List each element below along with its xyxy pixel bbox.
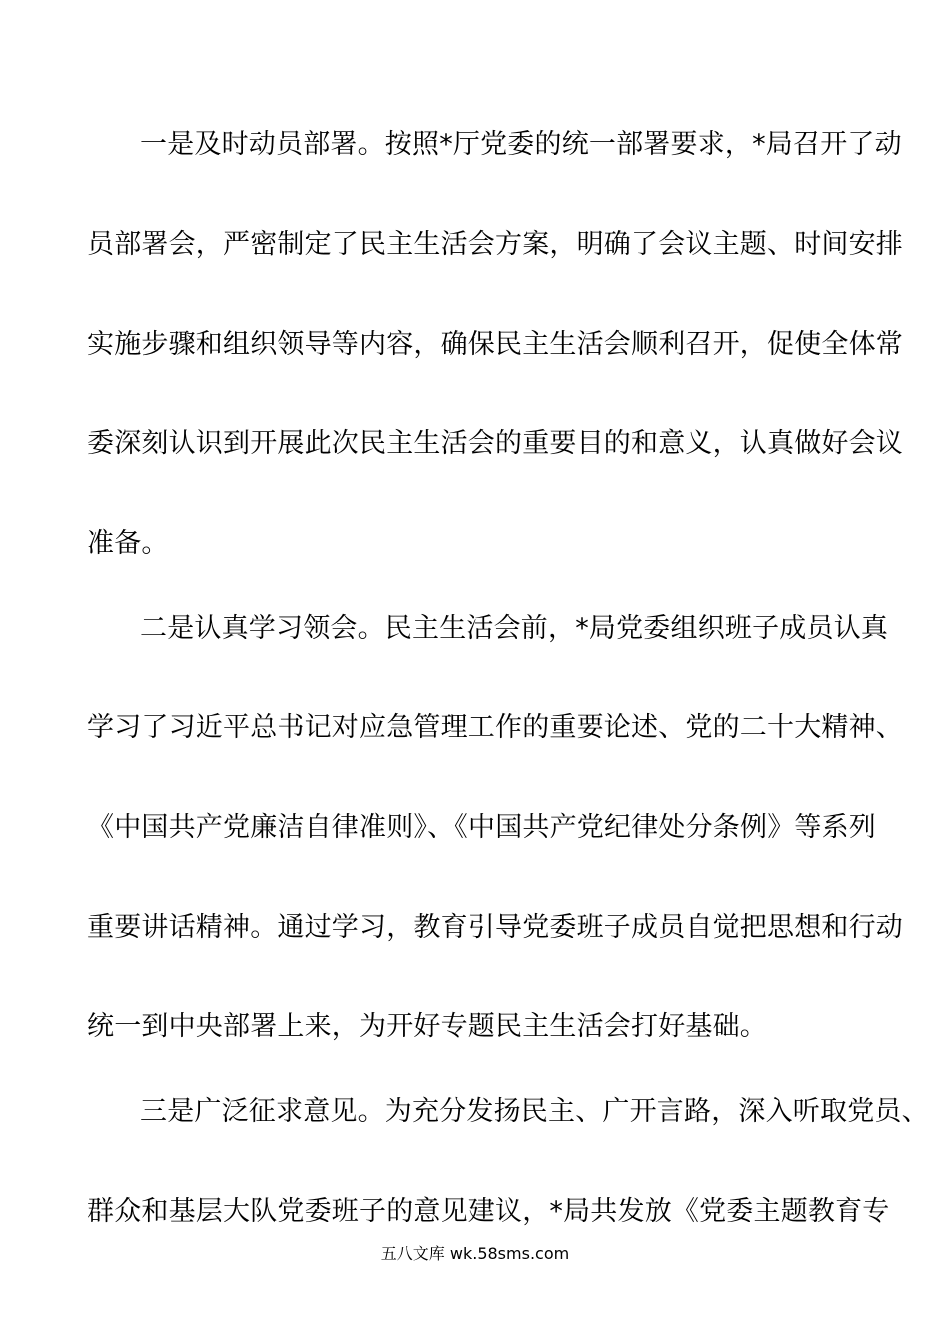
paragraph-3-line-1: 三是广泛征求意见。为充分发扬民主、广开言路，深入听取党员、 <box>140 1096 929 1127</box>
paragraph-2-line-1: 二是认真学习领会。民主生活会前，*局党委组织班子成员认真 <box>140 613 889 644</box>
paragraph-1-line-4: 委深刻认识到开展此次民主生活会的重要目的和意义，认真做好会议 <box>87 428 903 459</box>
paragraph-2-line-2: 学习了习近平总书记对应急管理工作的重要论述、党的二十大精神、 <box>87 712 903 743</box>
paragraph-1-line-3: 实施步骤和组织领导等内容，确保民主生活会顺利召开，促使全体常 <box>87 329 903 360</box>
paragraph-2-line-3: 《中国共产党廉洁自律准则》、《中国共产党纪律处分条例》等系列 <box>87 812 876 843</box>
footer-watermark: 五八文库 wk.58sms.com <box>380 1244 570 1263</box>
paragraph-2-line-4: 重要讲话精神。通过学习，教育引导党委班子成员自觉把思想和行动 <box>87 912 903 943</box>
paragraph-3-line-2: 群众和基层大队党委班子的意见建议，*局共发放《党委主题教育专 <box>87 1196 890 1227</box>
paragraph-1-line-2: 员部署会，严密制定了民主生活会方案，明确了会议主题、时间安排 <box>87 229 903 260</box>
paragraph-1-line-5: 准备。 <box>87 528 169 559</box>
paragraph-1-line-1: 一是及时动员部署。按照*厅党委的统一部署要求，*局召开了动 <box>140 129 902 160</box>
paragraph-2-line-5: 统一到中央部署上来，为开好专题民主生活会打好基础。 <box>87 1011 767 1042</box>
